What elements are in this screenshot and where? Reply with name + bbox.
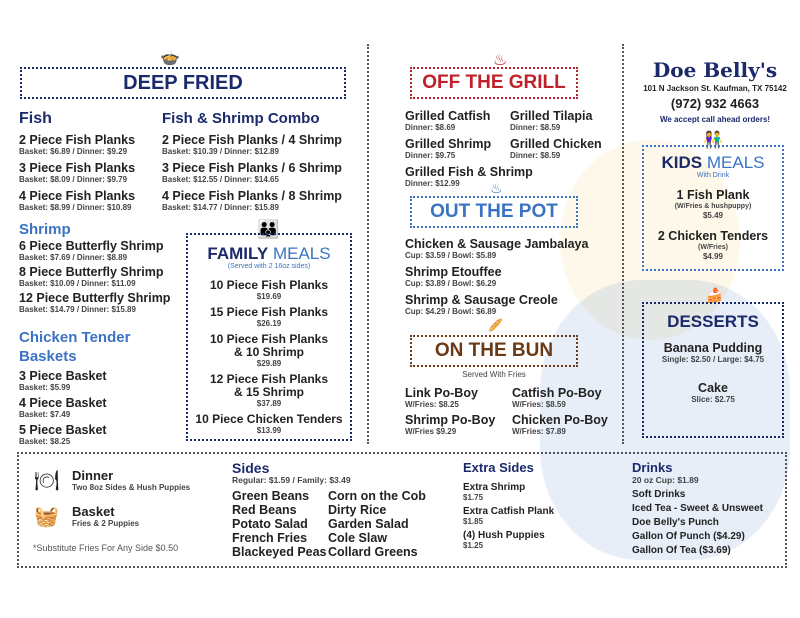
- price: Basket: $6.89 / Dinner: $9.29: [19, 147, 128, 156]
- menu-item: Shrimp & Sausage Creole: [405, 293, 558, 307]
- price: $4.99: [702, 252, 724, 261]
- shrimp-heading: Shrimp: [19, 221, 71, 238]
- drink-item: Doe Belly's Punch: [632, 517, 719, 528]
- fish-heading: Fish: [19, 110, 52, 127]
- price: $13.99: [256, 426, 282, 435]
- fish-list: [19, 133, 135, 212]
- basket-label: Basket: [72, 504, 115, 519]
- kids-subtitle: With Drink: [696, 172, 730, 179]
- drinks-list: [632, 488, 763, 558]
- dessert-item: [642, 341, 784, 364]
- extra-sides-list: [463, 482, 554, 550]
- price: $26.19: [256, 319, 282, 328]
- pot-icon: 🍲: [160, 50, 180, 67]
- side-item: Cole Slaw: [328, 531, 388, 545]
- price: Basket: $7.69 / Dinner: $8.89: [19, 253, 128, 262]
- desserts-title: DESSERTS: [667, 312, 759, 331]
- chicken-heading-line2: Baskets: [19, 348, 77, 365]
- sides-col1: [232, 489, 327, 559]
- chicken-heading-line1: Chicken Tender: [19, 329, 131, 346]
- menu-item: Link Po-Boy: [405, 386, 478, 400]
- basket-legend: [72, 504, 139, 528]
- price: Dinner: $8.59: [510, 123, 561, 132]
- price: Dinner: $12.99: [405, 179, 460, 188]
- bun-subtitle: Served With Fries: [462, 370, 526, 379]
- pot-list: [405, 237, 588, 316]
- combo-heading: Fish & Shrimp Combo: [162, 110, 320, 127]
- address: 101 N Jackson St. Kaufman, TX 75142: [643, 84, 787, 93]
- chicken-heading: [19, 328, 130, 366]
- column-divider: [367, 44, 369, 444]
- menu-item: Shrimp Po-Boy: [405, 413, 496, 427]
- menu-item: 10 Piece Fish Planks: [209, 332, 329, 346]
- price: W/Fries $9.29: [405, 427, 457, 436]
- menu-item: 4 Piece Fish Planks / 8 Shrimp: [162, 189, 342, 203]
- dinner-icon: 🍽: [34, 470, 60, 492]
- menu-item: Extra Catfish Plank: [463, 506, 555, 517]
- shrimp-list: [19, 239, 170, 314]
- steam-icon: ♨: [490, 180, 503, 196]
- sides-price: Regular: $1.59 / Family: $3.49: [232, 475, 351, 485]
- price: Basket: $7.49: [19, 410, 71, 419]
- menu-item: 3 Piece Fish Planks / 6 Shrimp: [162, 161, 342, 175]
- menu-item: 4 Piece Fish Planks: [19, 189, 136, 203]
- grill-item: [405, 109, 490, 132]
- price: Slice: $2.75: [691, 395, 735, 404]
- menu-item: 15 Piece Fish Planks: [209, 305, 329, 319]
- side-item: Green Beans: [232, 489, 310, 503]
- price: Basket: $14.79 / Dinner: $15.89: [19, 305, 136, 314]
- menu-item: Chicken & Sausage Jambalaya: [405, 237, 589, 251]
- menu-item: Banana Pudding: [663, 341, 763, 355]
- family-meals-title: [186, 244, 352, 264]
- family-title-bold: FAMILY: [207, 244, 269, 263]
- menu-item: Cake: [698, 381, 728, 395]
- price: $37.89: [256, 399, 282, 408]
- side-item: Red Beans: [232, 503, 297, 517]
- menu-item: Grilled Shrimp: [405, 137, 492, 151]
- deep-fried-title: DEEP FRIED: [123, 72, 243, 94]
- drink-item: Soft Drinks: [632, 489, 686, 500]
- basket-icon: 🧺: [34, 506, 59, 528]
- menu-item: Chicken Po-Boy: [512, 413, 608, 427]
- drink-item: Iced Tea - Sweet & Unsweet: [632, 503, 763, 514]
- drinks-heading: Drinks: [632, 460, 673, 475]
- substitute-note: *Substitute Fries For Any Side $0.50: [33, 543, 179, 553]
- price: Cup: $3.89 / Bowl: $6.29: [405, 279, 497, 288]
- price: $5.49: [702, 211, 724, 220]
- sandwich-icon: 🥖: [488, 318, 503, 332]
- price: $19.69: [256, 292, 282, 301]
- menu-item: 6 Piece Butterfly Shrimp: [19, 239, 164, 253]
- family-meals-list: [186, 279, 352, 435]
- kids-item: [642, 229, 784, 261]
- menu-item: 3 Piece Basket: [19, 369, 107, 383]
- price: Basket: $10.09 / Dinner: $11.09: [19, 279, 136, 288]
- chicken-list: [19, 369, 107, 446]
- side-item: Potato Salad: [232, 517, 308, 531]
- bun-item: [512, 386, 602, 409]
- family-meals-subtitle: (Served with 2 16oz sides): [227, 263, 311, 270]
- side-item: Collard Greens: [328, 545, 418, 559]
- sides-col2: [328, 489, 426, 559]
- side-item: Blackeyed Peas: [232, 545, 327, 559]
- family-title-light: MEALS: [272, 244, 331, 263]
- price: Cup: $3.59 / Bowl: $5.89: [405, 251, 497, 260]
- menu-item-desc: (W/Fries & hushpuppy): [674, 203, 752, 210]
- price: W/Fries: $8.25: [405, 400, 459, 409]
- combo-list: [162, 133, 342, 212]
- kids-title-light: MEALS: [706, 153, 765, 172]
- deep-fried-banner: [20, 67, 346, 99]
- cake-icon: 🍰: [706, 287, 724, 303]
- dinner-desc: Two 8oz Sides & Hush Puppies: [72, 483, 191, 492]
- grill-item: [510, 109, 592, 132]
- price: Basket: $8.25: [19, 437, 71, 446]
- dinner-label: Dinner: [72, 468, 114, 483]
- menu-item: Extra Shrimp: [463, 482, 526, 493]
- bun-banner: [410, 335, 578, 367]
- side-item: Corn on the Cob: [328, 489, 426, 503]
- kids-item: [642, 188, 784, 220]
- bun-item: [405, 386, 478, 409]
- grill-icon: ♨: [493, 52, 508, 69]
- menu-item: 12 Piece Butterfly Shrimp: [19, 291, 171, 305]
- price: Single: $2.50 / Large: $4.75: [661, 355, 765, 364]
- price: $1.85: [463, 517, 484, 526]
- menu-item-desc: (W/Fries): [698, 244, 728, 251]
- dinner-legend: [72, 468, 190, 492]
- price: Basket: $8.09 / Dinner: $9.79: [19, 175, 128, 184]
- sides-heading: Sides: [232, 460, 270, 476]
- grill-banner: [410, 67, 578, 99]
- call-ahead-note: We accept call ahead orders!: [659, 115, 771, 124]
- logo: Doe Belly's: [652, 58, 778, 82]
- column-divider: [622, 44, 624, 444]
- pot-banner: [410, 196, 578, 228]
- drink-item: Gallon Of Punch ($4.29): [632, 531, 745, 542]
- side-item: Garden Salad: [328, 517, 409, 531]
- price: W/Fries: $8.59: [512, 400, 566, 409]
- menu-item: 8 Piece Butterfly Shrimp: [19, 265, 164, 279]
- price: Cup: $4.29 / Bowl: $6.89: [405, 307, 497, 316]
- bun-title: ON THE BUN: [434, 340, 554, 361]
- price: $1.25: [463, 541, 484, 550]
- price: Basket: $10.39 / Dinner: $12.89: [162, 147, 279, 156]
- menu-item: 5 Piece Basket: [19, 423, 107, 437]
- grill-item: [405, 165, 533, 188]
- price: $29.89: [256, 359, 282, 368]
- price: Basket: $8.99 / Dinner: $10.89: [19, 203, 132, 212]
- menu-item: 4 Piece Basket: [19, 396, 107, 410]
- phone: (972) 932 4663: [670, 96, 760, 111]
- menu-item-line2: & 15 Shrimp: [233, 385, 305, 399]
- kids-icon: 👫: [703, 132, 723, 149]
- menu-item: Catfish Po-Boy: [512, 386, 602, 400]
- price: Basket: $5.99: [19, 383, 71, 392]
- price: Basket: $14.77 / Dinner: $15.89: [162, 203, 279, 212]
- grill-item: [405, 137, 491, 160]
- menu-item-line2: & 10 Shrimp: [233, 345, 305, 359]
- menu-item: 2 Piece Fish Planks / 4 Shrimp: [162, 133, 342, 147]
- menu-item: Grilled Chicken: [510, 137, 602, 151]
- menu-item: Grilled Fish & Shrimp: [405, 165, 533, 179]
- bun-item: [512, 413, 608, 436]
- menu-item: 10 Piece Fish Planks: [209, 278, 329, 292]
- basket-desc: Fries & 2 Puppies: [72, 519, 140, 528]
- price: Basket: $12.55 / Dinner: $14.65: [162, 175, 279, 184]
- price: Dinner: $8.59: [510, 151, 561, 160]
- price: $1.75: [463, 493, 484, 502]
- price: W/Fries: $7.89: [512, 427, 566, 436]
- grill-title: OFF THE GRILL: [422, 72, 566, 93]
- kids-title-bold: KIDS: [661, 153, 703, 172]
- menu-item: (4) Hush Puppies: [463, 530, 545, 541]
- menu-item: 10 Piece Chicken Tenders: [195, 412, 343, 426]
- price: Dinner: $9.75: [405, 151, 456, 160]
- menu-item: 1 Fish Plank: [676, 188, 750, 202]
- dessert-item: [642, 381, 784, 404]
- drink-item: Gallon Of Tea ($3.69): [632, 545, 731, 556]
- side-item: Dirty Rice: [328, 503, 387, 517]
- extra-sides-heading: Extra Sides: [463, 460, 534, 475]
- bun-item: [405, 413, 495, 436]
- menu-item: Grilled Tilapia: [510, 109, 593, 123]
- drinks-subtitle: 20 oz Cup: $1.89: [632, 475, 699, 485]
- kids-meals-title: [642, 153, 784, 173]
- menu-item: 3 Piece Fish Planks: [19, 161, 136, 175]
- side-item: French Fries: [232, 531, 308, 545]
- menu-item: 12 Piece Fish Planks: [209, 372, 329, 386]
- pot-title: OUT THE POT: [430, 201, 558, 222]
- family-icon: 👪: [257, 219, 280, 239]
- menu-item: Shrimp Etouffee: [405, 265, 502, 279]
- price: Dinner: $8.69: [405, 123, 456, 132]
- menu-item: Grilled Catfish: [405, 109, 491, 123]
- grill-item: [510, 137, 602, 160]
- menu-item: 2 Chicken Tenders: [657, 229, 769, 243]
- menu-item: 2 Piece Fish Planks: [19, 133, 136, 147]
